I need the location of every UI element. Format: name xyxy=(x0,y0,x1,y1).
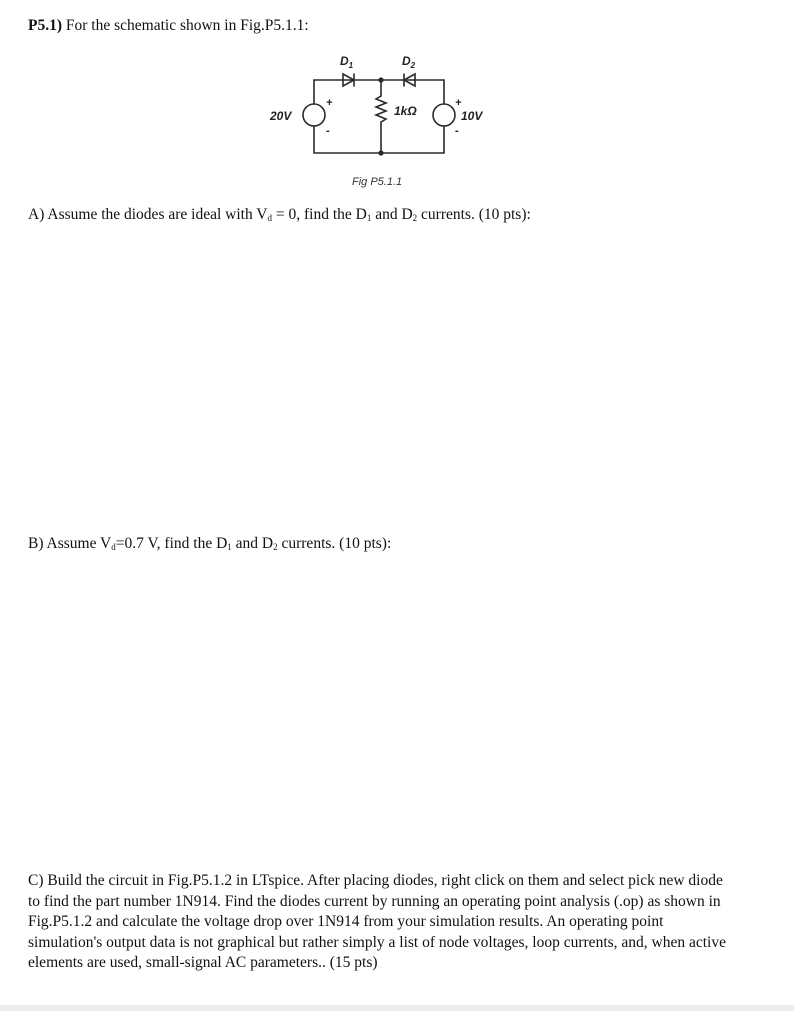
resistor-label: 1kΩ xyxy=(394,104,417,118)
left-minus-sign: - xyxy=(326,125,330,137)
question-a xyxy=(28,205,531,225)
question-b-text-2: =0.7 V, find the D xyxy=(115,535,228,552)
figure-caption: Fig P5.1.1 xyxy=(352,176,403,188)
question-b-text-1: B) Assume V xyxy=(28,535,112,552)
question-b-sub-1: 1 xyxy=(227,542,232,552)
left-source-label: 20V xyxy=(270,109,292,123)
question-b-text-3: and D xyxy=(231,535,274,552)
question-b xyxy=(28,534,391,554)
left-source-circle xyxy=(303,104,325,126)
question-a-text-2: = 0, find the D xyxy=(272,206,367,223)
question-b-sub-d: d xyxy=(111,542,116,552)
question-a-sub-d: d xyxy=(267,213,272,223)
question-a-text-3: and D xyxy=(371,206,413,223)
right-source-circle xyxy=(433,104,455,126)
question-b-sub-2: 2 xyxy=(273,542,278,552)
page-bottom-band xyxy=(0,1005,794,1011)
right-source-label: 10V xyxy=(461,109,483,123)
circuit-schematic xyxy=(262,50,502,168)
bottom-junction-dot xyxy=(378,150,383,155)
question-a-text-1: A) Assume the diodes are ideal with V xyxy=(28,206,268,223)
right-plus-sign: + xyxy=(455,97,462,109)
question-a-sub-1: 1 xyxy=(366,213,372,223)
d1-label: $D_1$ xyxy=(340,54,354,70)
d2-label: $D_2$ xyxy=(402,54,416,70)
question-a-sub-2: 2 xyxy=(412,213,418,223)
schematic-svg xyxy=(262,50,502,168)
problem-heading xyxy=(28,16,309,36)
top-junction-dot xyxy=(378,77,383,82)
resistor-symbol xyxy=(376,96,386,122)
question-c: C) Build the circuit in Fig.P5.1.2 in LTspice. After placing diodes, right click on them and select pick new diode to find the part number 1N914. Find the diodes current by running an operating point analysis (.op) as shown in Fig.P5.1.2 and calculate the voltage drop over 1N914 from your simulation results. An operating point simulation's output data is not graphical but rather simply a list of node voltages, loop currents, and, when active elements are used, small-signal AC parameters.. (15 pts) xyxy=(28,872,726,971)
question-a-text-4: currents. (10 pts): xyxy=(417,206,531,223)
problem-number: P5.1) xyxy=(28,17,63,34)
left-plus-sign: + xyxy=(326,97,333,109)
problem-intro: For the schematic shown in Fig.P5.1.1: xyxy=(65,17,309,34)
bottom-wire xyxy=(314,126,444,153)
question-b-text-4: currents. (10 pts): xyxy=(277,535,392,552)
right-minus-sign: - xyxy=(455,125,459,137)
